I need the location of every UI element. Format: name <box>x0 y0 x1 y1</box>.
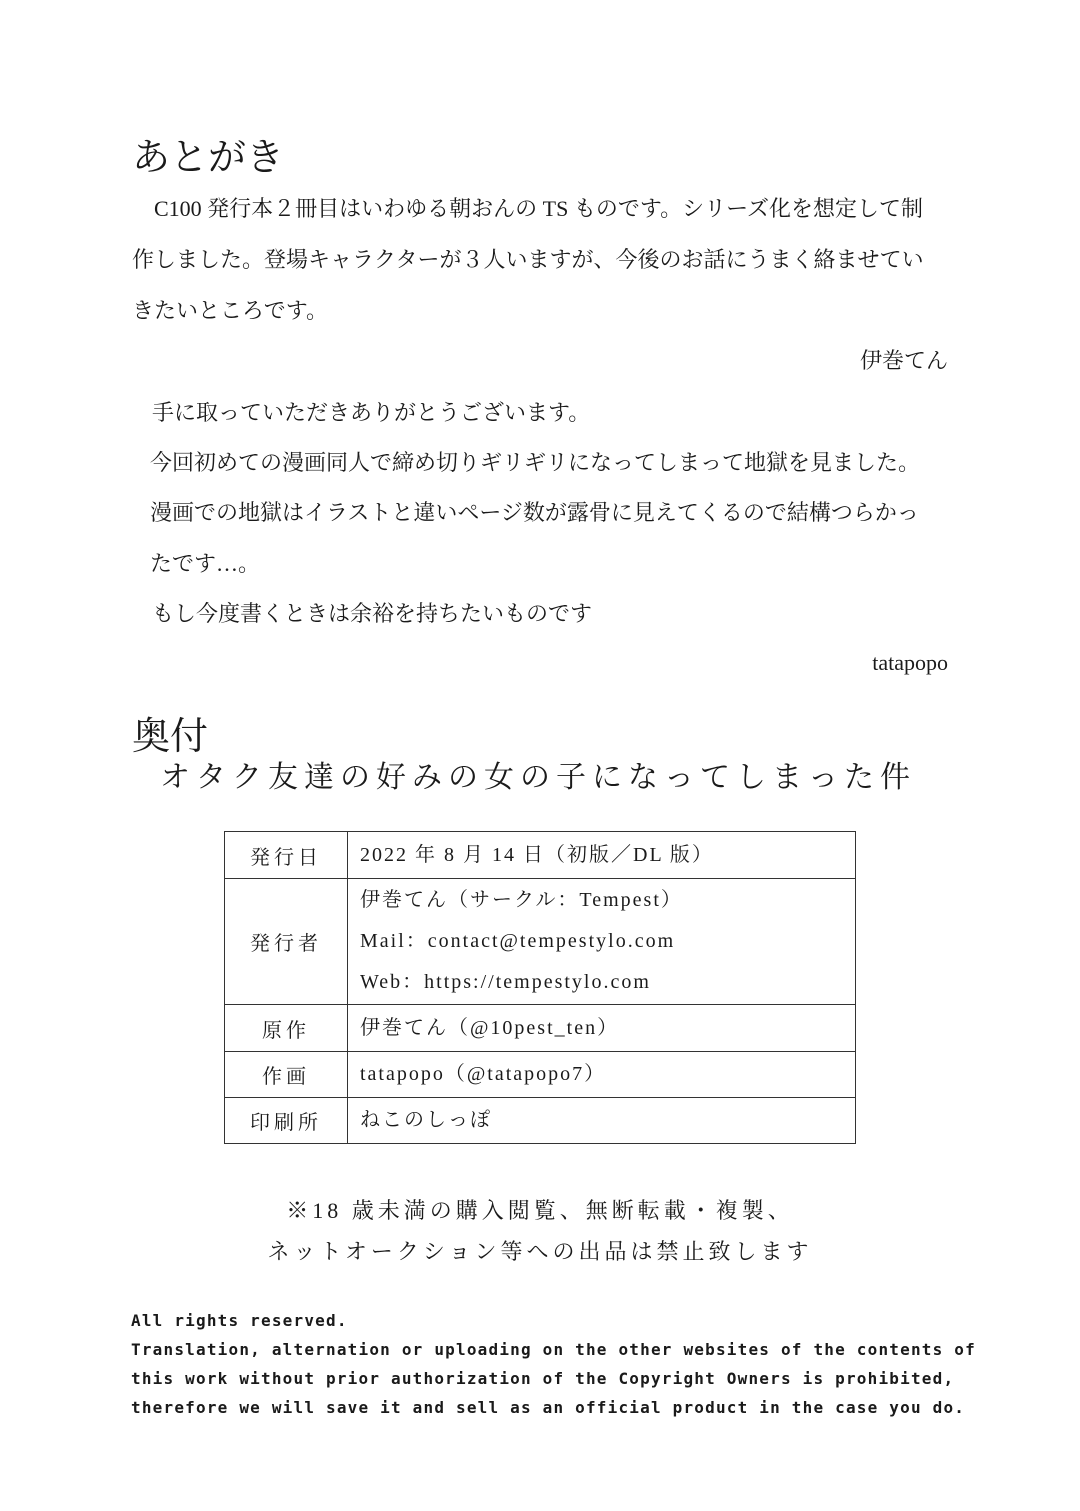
row-key: 発行者 <box>225 879 348 1005</box>
afterword-title: あとがき <box>132 137 285 179</box>
notice-line: ネットオークション等への出品は禁止致します <box>267 1239 813 1264</box>
table-row <box>225 879 856 1005</box>
row-value: tatapopo（@tatapopo7） <box>360 1063 607 1085</box>
afterword-line: もし今度書くときは余裕を持ちたいものです <box>152 601 593 626</box>
afterword-line: きたいところです。 <box>132 298 329 323</box>
colophon-table <box>224 831 856 1144</box>
row-key: 発行日 <box>225 832 348 879</box>
row-value: Web：https://tempestylo.com <box>360 971 651 993</box>
row-value: 伊巻てん（@10pest_ten） <box>360 1016 620 1039</box>
table-row <box>225 1052 856 1098</box>
row-key: 印刷所 <box>225 1098 348 1144</box>
signature: tatapopo <box>872 650 948 675</box>
copyright-line: this work without prior authorization of the Copyright Owners is prohibited, <box>131 1369 955 1388</box>
row-key: 作画 <box>225 1052 348 1098</box>
table-row <box>225 1098 856 1144</box>
book-title: オタク友達の好みの女の子になってしまった件 <box>160 761 916 794</box>
afterword-line: たです…。 <box>150 551 261 576</box>
table-row <box>225 832 856 879</box>
row-value: ねこのしっぽ <box>360 1109 492 1131</box>
afterword-line: 漫画での地獄はイラストと違いページ数が露骨に見えてくるので結構つらかっ <box>150 500 919 525</box>
afterword-line: 手に取っていただきありがとうございます。 <box>152 400 591 425</box>
signature: 伊巻てん <box>859 348 948 373</box>
afterword-line: 今回初めての漫画同人で締め切りギリギリになってしまって地獄を見ました。 <box>150 450 921 475</box>
row-value: 伊巻てん（サークル：Tempest） <box>360 889 683 911</box>
table-row <box>225 1005 856 1052</box>
copyright-line: Translation, alternation or uploading on the other websites of the contents of <box>131 1340 976 1359</box>
copyright-line: All rights reserved. <box>131 1311 348 1330</box>
colophon-title: 奥付 <box>132 716 209 758</box>
copyright-line: therefore we will save it and sell as an official product in the case you do. <box>131 1398 966 1417</box>
row-value: Mail：contact@tempestylo.com <box>360 930 676 952</box>
notice-line: ※18 歳未満の購入閲覧、無断転載・複製、 <box>286 1198 794 1223</box>
afterword-line: 作しました。登場キャラクターが３人いますが、今後のお話にうまく絡ませてい <box>132 247 924 272</box>
row-key: 原作 <box>225 1005 348 1052</box>
afterword-line: C100 発行本２冊目はいわゆる朝おんの TS ものです。シリーズ化を想定して制 <box>132 196 923 221</box>
row-value: 2022 年 8 月 14 日（初版／DL 版） <box>360 843 714 866</box>
